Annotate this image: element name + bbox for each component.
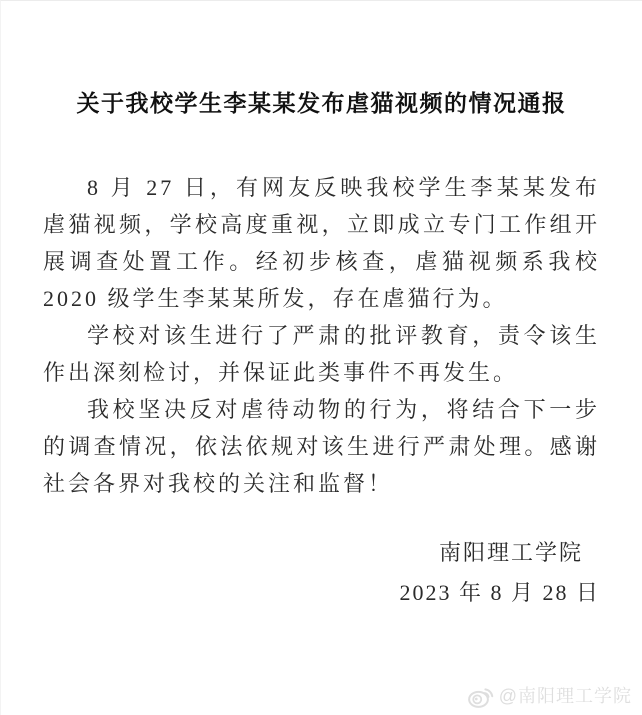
paragraph-discipline: 学校对该生进行了严肃的批评教育，责令该生作出深刻检讨，并保证此类事件不再发生。 <box>43 323 600 385</box>
paragraph-statement: 我校坚决反对虐待动物的行为，将结合下一步的调查情况，依法依规对该生进行严肃处理。感谢社会各界对我校的关注和监督！ <box>43 397 600 496</box>
watermark-text: @南阳理工学院 <box>498 686 632 706</box>
watermark <box>466 680 632 710</box>
page-title: 关于我校学生李某某发布虐猫视频的情况通报 <box>76 90 567 116</box>
notice-body <box>43 169 600 502</box>
signature-date: 2023 年 8 月 28 日 <box>399 580 600 605</box>
signature-organization: 南阳理工学院 <box>438 540 583 565</box>
signature-block <box>399 533 600 613</box>
weibo-icon <box>466 680 496 710</box>
paragraph-investigation: 8 月 27 日，有网友反映我校学生李某某发布虐猫视频，学校高度重视，立即成立专门工作组开展调查处置工作。经初步核查，虐猫视频系我校 2020 级学生李某某所发，存在虐猫行为。 <box>43 175 600 311</box>
